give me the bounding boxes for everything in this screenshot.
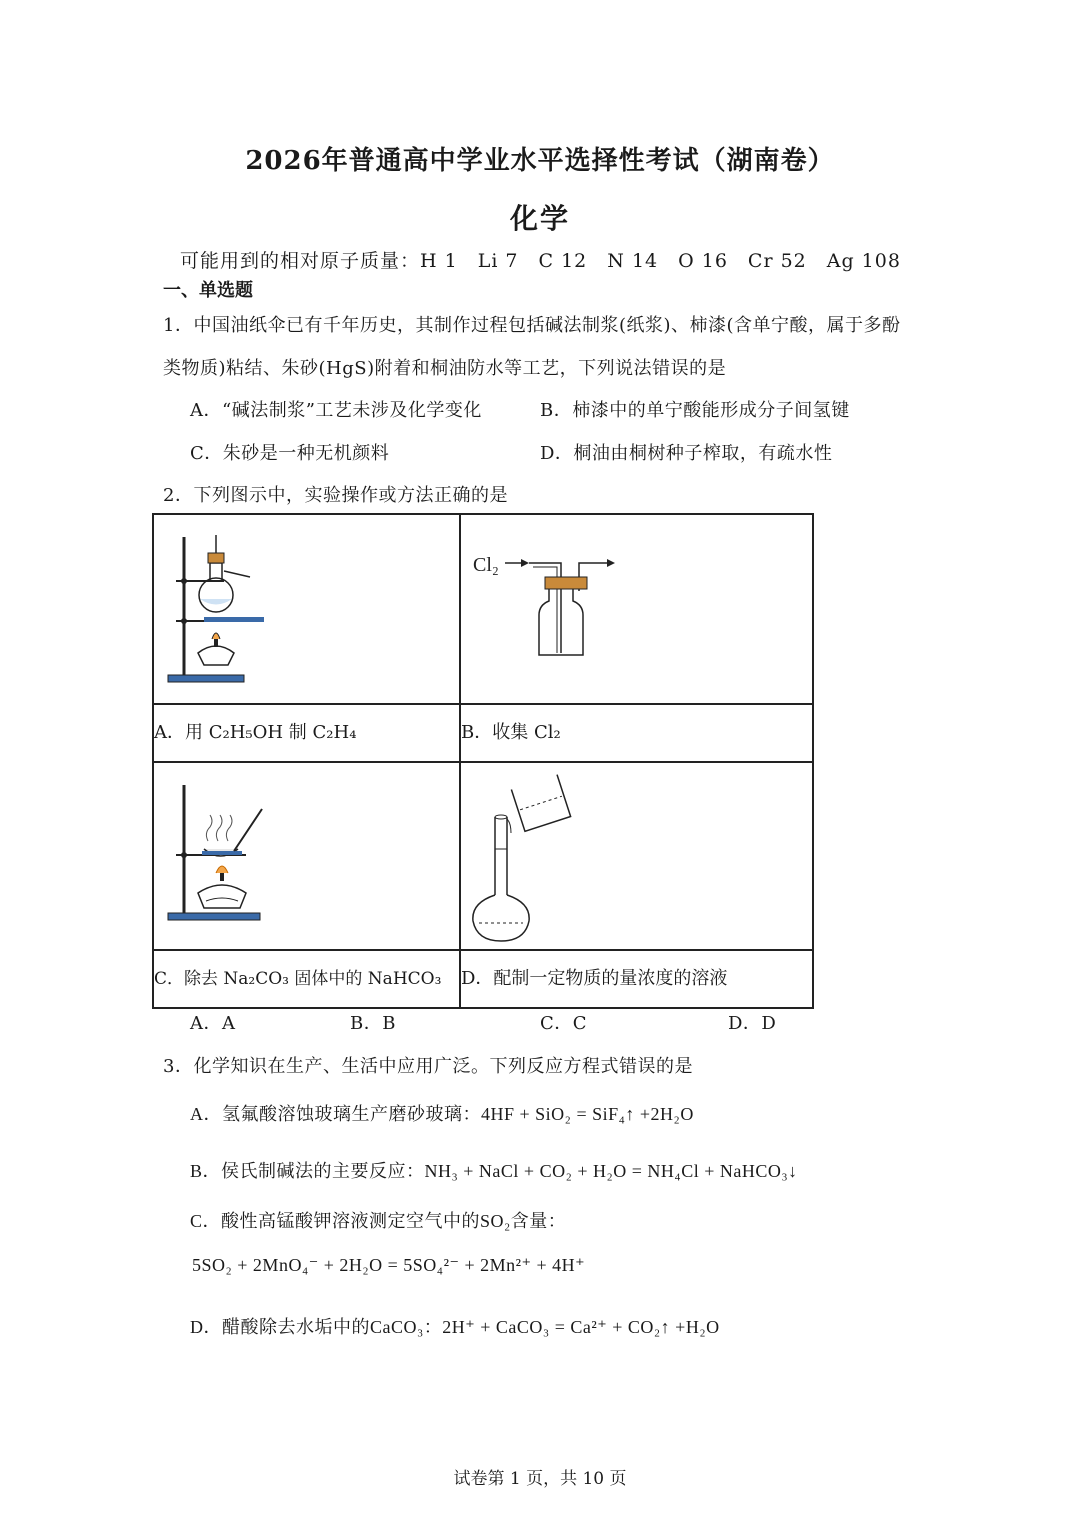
q2-option-a: A．A bbox=[190, 1013, 236, 1034]
q1-option-d: D．桐油由桐树种子榨取，有疏水性 bbox=[540, 443, 833, 464]
page-footer: 试卷第 1 页，共 10 页 bbox=[453, 1469, 627, 1489]
q3-option-a: A．氢氟酸溶蚀玻璃生产磨砂玻璃：4HF + SiO₂ = SiF₄↑ +2H₂O bbox=[190, 1104, 694, 1124]
exam-title: 2026年普通高中学业水平选择性考试（湖南卷） bbox=[245, 146, 835, 176]
caption-a: A．用 C₂H₅OH 制 C₂H₄ bbox=[153, 704, 460, 762]
q2-stem: 2．下列图示中，实验操作或方法正确的是 bbox=[163, 485, 508, 506]
subject-title: 化学 bbox=[509, 202, 570, 235]
q1-stem-line2: 类物质)粘结、朱砂(HgS)附着和桐油防水等工艺，下列说法错误的是 bbox=[163, 358, 727, 379]
caption-d: D．配制一定物质的量浓度的溶液 bbox=[460, 950, 813, 1008]
q3-stem: 3．化学知识在生产、生活中应用广泛。下列反应方程式错误的是 bbox=[163, 1056, 693, 1077]
apparatus-a-cell bbox=[153, 514, 460, 704]
q2-option-c: C．C bbox=[540, 1013, 588, 1034]
caption-c: C．除去 Na₂CO₃ 固体中的 NaHCO₃ bbox=[153, 950, 460, 1008]
flask-heating-apparatus-image bbox=[154, 515, 459, 699]
apparatus-d-cell bbox=[460, 762, 813, 950]
q3-option-c-equation: 5SO₂ + 2MnO₄⁻ + 2H₂O = 5SO₄²⁻ + 2Mn²⁺ + 4H⁺ bbox=[192, 1255, 586, 1275]
apparatus-b-cell bbox=[460, 514, 813, 704]
q2-option-b: B．B bbox=[350, 1013, 396, 1034]
cl2-inlet-label: Cl₂ bbox=[473, 554, 499, 576]
q1-option-b: B．柿漆中的单宁酸能形成分子间氢键 bbox=[540, 400, 850, 421]
q2-option-d: D．D bbox=[728, 1013, 777, 1034]
crucible-heating-apparatus-image bbox=[154, 763, 459, 945]
q3-option-b: B．侯氏制碱法的主要反应：NH₃ + NaCl + CO₂ + H₂O = NH₄Cl + NaHCO₃↓ bbox=[190, 1161, 798, 1181]
section-heading: 一、单选题 bbox=[163, 280, 253, 301]
q1-stem-line1: 1．中国油纸伞已有千年历史，其制作过程包括碱法制浆(纸浆)、柿漆(含单宁酸，属于多酚 bbox=[163, 315, 901, 336]
q1-option-c: C．朱砂是一种无机颜料 bbox=[190, 443, 390, 464]
q3-option-d: D．醋酸除去水垢中的CaCO₃：2H⁺ + CaCO₃ = Ca²⁺ + CO₂↑ +H₂O bbox=[190, 1317, 720, 1337]
q1-option-a: A．“碱法制浆”工艺未涉及化学变化 bbox=[190, 400, 482, 421]
gas-collection-bottle-image bbox=[461, 515, 812, 699]
apparatus-c-cell bbox=[153, 762, 460, 950]
caption-b: B．收集 Cl₂ bbox=[460, 704, 813, 762]
volumetric-flask-pouring-image bbox=[461, 763, 812, 945]
apparatus-table bbox=[152, 513, 814, 1009]
q3-option-c: C．酸性高锰酸钾溶液测定空气中的SO₂含量： bbox=[190, 1211, 567, 1231]
atomic-masses: 可能用到的相对原子质量：H 1 Li 7 C 12 N 14 O 16 Cr 52 Ag 108 bbox=[180, 250, 901, 272]
